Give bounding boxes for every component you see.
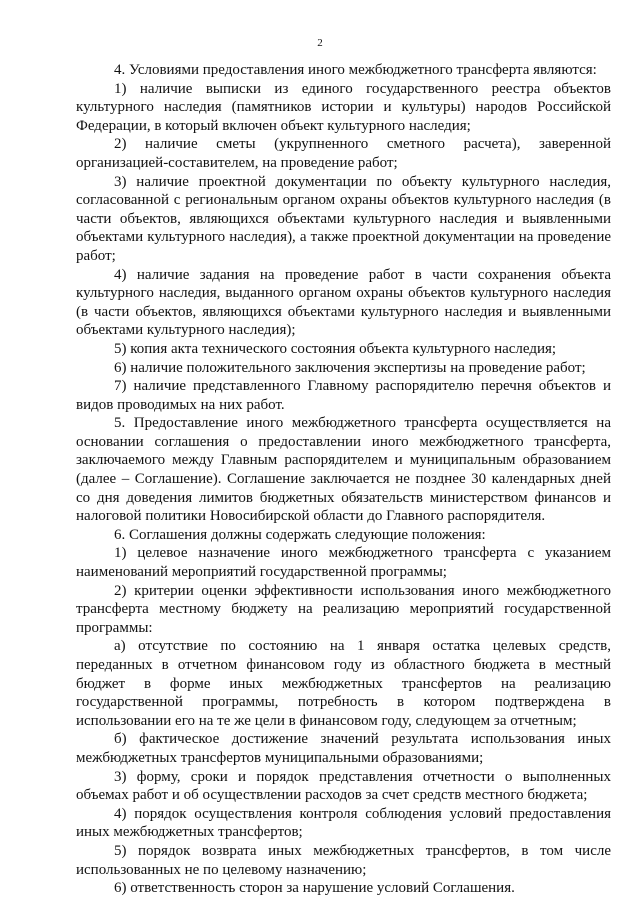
paragraph-agreement-contents-heading: 6. Соглашения должны содержать следующие положения:: [114, 526, 486, 543]
paragraph-provision-6: 6) ответственность сторон за нарушение условий Соглашения.: [114, 880, 515, 897]
paragraph-provision-4: 4) порядок осуществления контроля соблюдения условий предоставления иных межбюджетных трансфертов;: [76, 805, 611, 841]
paragraph-criterion-b: б) фактическое достижение значений результата использования иных межбюджетных трансфертов муниципальными образованиями;: [76, 731, 611, 766]
paragraph-provision-1: 1) целевое назначение иного межбюджетного трансферта с указанием наименований мероприятий государственной программы;: [76, 545, 611, 581]
paragraph-condition-2: 2) наличие сметы (укрупненного сметного расчета), заверенной организацией-составителем, на проведение работ;: [76, 136, 611, 171]
paragraph-condition-5: 5) копия акта технического состояния объекта культурного наследия;: [114, 340, 557, 357]
paragraph-condition-1: 1) наличие выписки из единого государственного реестра объектов культурного наследия (памятников истории и культуры) народов Российской Федерации, в который включен объект культурного наследия;: [76, 80, 611, 134]
paragraph-condition-4: 4) наличие задания на проведение работ в части сохранения объекта культурного наследия, выданного органом охраны объектов культурного наследия (в части объектов, являющихся объектами культурного наследия и выявленными объектами культурного наследия);: [76, 266, 611, 339]
page-number: 2: [317, 37, 323, 49]
paragraph-provision-3: 3) форму, сроки и порядок представления отчетности о выполненных объемах работ и об осуществлении расходов за счет средств местного бюджета;: [76, 768, 611, 804]
document-body: [76, 61, 611, 898]
paragraph-provision-2: 2) критерии оценки эффективности использования иного межбюджетного трансферта местному бюджету на реализацию мероприятий государственной программы:: [76, 582, 611, 636]
paragraph-agreement: 5. Предоставление иного межбюджетного трансферта осуществляется на основании соглашения о предоставлении иного межбюджетного трансферта, заключаемого между Главным распорядителем и муниципальным образованием (далее – Соглашение). Соглашение заключается не позднее 30 календарных дней со дня доведения лимитов бюджетных обязательств министерством финансов и налоговой политики Новосибирской области до Главного распорядителя.: [76, 415, 611, 525]
paragraph-condition-7: 7) наличие представленного Главному распорядителю перечня объектов и видов проводимых на них работ.: [76, 378, 611, 413]
paragraph-provision-5: 5) порядок возврата иных межбюджетных трансфертов, в том числе использованных не по целевому назначению;: [76, 842, 611, 878]
paragraph-conditions-heading: 4. Условиями предоставления иного межбюджетного трансферта являются:: [114, 62, 597, 78]
paragraph-condition-3: 3) наличие проектной документации по объекту культурного наследия, согласованной с региональным органом охраны объектов культурного наследия (в части объектов, являющихся объектами культурного наследия и выявленными объектами культурного наследия), а также проектной документации на проведение работ;: [76, 173, 611, 264]
paragraph-condition-6: 6) наличие положительного заключения экспертизы на проведение работ;: [114, 359, 586, 376]
paragraph-criterion-a: а) отсутствие по состоянию на 1 января остатка целевых средств, переданных в отчетном финансовом году из областного бюджета в местный бюджет в форме иных межбюджетных трансфертов на реализацию государственной программы, потребность в котором подтверждена в использовании его на те же цели в финансовом году, следующем за отчетным;: [76, 638, 611, 729]
